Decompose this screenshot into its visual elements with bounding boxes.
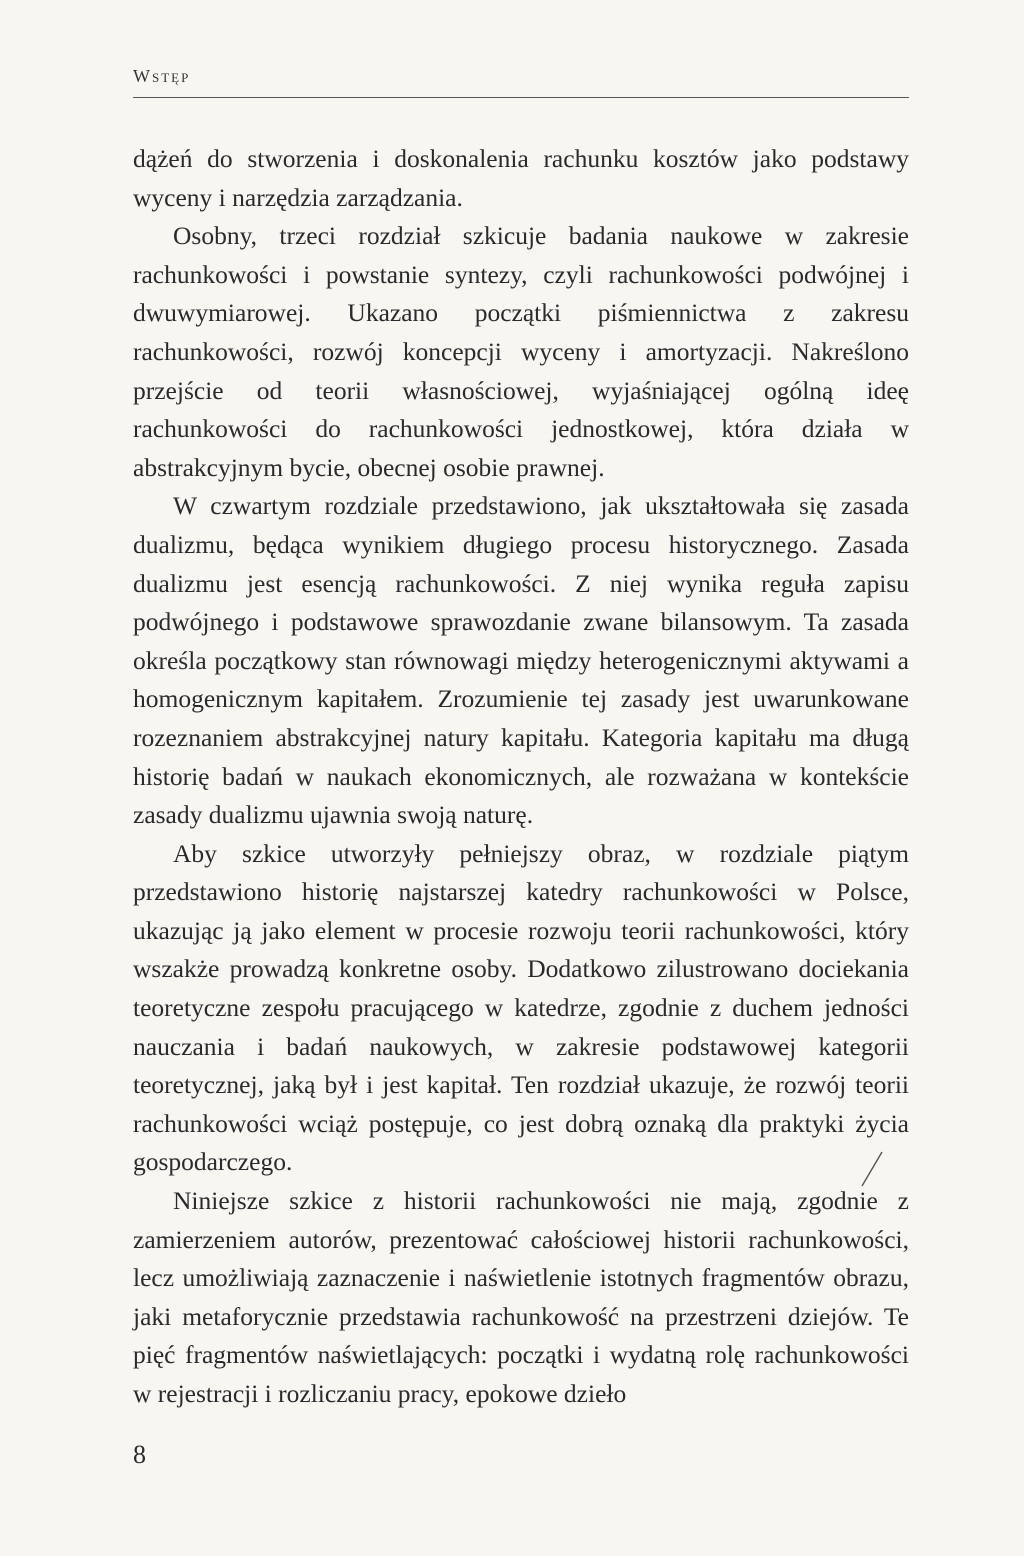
page-number: 8 — [133, 1440, 146, 1469]
paragraph: Aby szkice utworzyły pełniejszy obraz, w rozdziale piątym przedstawiono historię najstarszej katedry rachunkowości w Polsce, ukazując ją jako element w procesie rozwoju teorii rachunkowości, który wszakże prowadzą konkretne osoby. Dodatkowo zilustrowano dociekania teoretyczne zespołu pracującego w katedrze, zgodnie z duchem jedności nauczania i badań naukowych, w zakresie podstawowej kategorii teoretycznej, jaką był i jest kapitał. Ten rozdział ukazuje, że rozwój teorii rachunkowości wciąż postępuje, co jest dobrą oznaką dla praktyki życia gospodarczego. — [133, 838, 909, 1177]
paragraph: dążeń do stworzenia i doskonalenia rachunku kosztów jako podstawy wyceny i narzędzia zarządzania. — [133, 144, 909, 212]
header-rule — [133, 97, 909, 98]
pen-mark — [856, 1150, 886, 1190]
running-head: Wstęp — [133, 66, 191, 86]
paragraph: Osobny, trzeci rozdział szkicuje badania naukowe w zakresie rachunkowości i powstanie syntezy, czyli rachunkowości podwójnej i dwuwymiarowej. Ukazano początki piśmiennictwa z zakresu rachunkowości, rozwój koncepcji wyceny i amortyzacji. Nakreślono przejście od teorii własnościowej, wyjaśniającej ogólną ideę rachunkowości do rachunkowości jednostkowej, która działa w abstrakcyjnym bycie, obecnej osobie prawnej. — [133, 221, 909, 482]
paragraph: W czwartym rozdziale przedstawiono, jak ukształtowała się zasada dualizmu, będąca wynikiem długiego procesu historycznego. Zasada dualizmu jest esencją rachunkowości. Z niej wynika reguła zapisu podwójnego i podstawowe sprawozdanie zwane bilansowym. Ta zasada określa początkowy stan równowagi między heterogenicznymi aktywami a homogenicznym kapitałem. Zrozumienie tej zasady jest uwarunkowane rozeznaniem abstrakcyjnej natury kapitału. Kategoria kapitału ma długą historię badań w naukach ekonomicznych, ale rozważana w kontekście zasady dualizmu ujawnia swoją naturę. — [133, 491, 909, 830]
paragraph: Niniejsze szkice z historii rachunkowości nie mają, zgodnie z zamierzeniem autorów, prezentować całościowej historii rachunkowości, lecz umożliwiają zaznaczenie i naświetlenie istotnych fragmentów obrazu, jaki metaforycznie przedstawia rachunkowość na przestrzeni dziejów. Te pięć fragmentów naświetlających: początki i wydatną rolę rachunkowości w rejestracji i rozliczaniu pracy, epokowe dzieło — [133, 1186, 909, 1408]
body-text — [133, 140, 909, 1414]
